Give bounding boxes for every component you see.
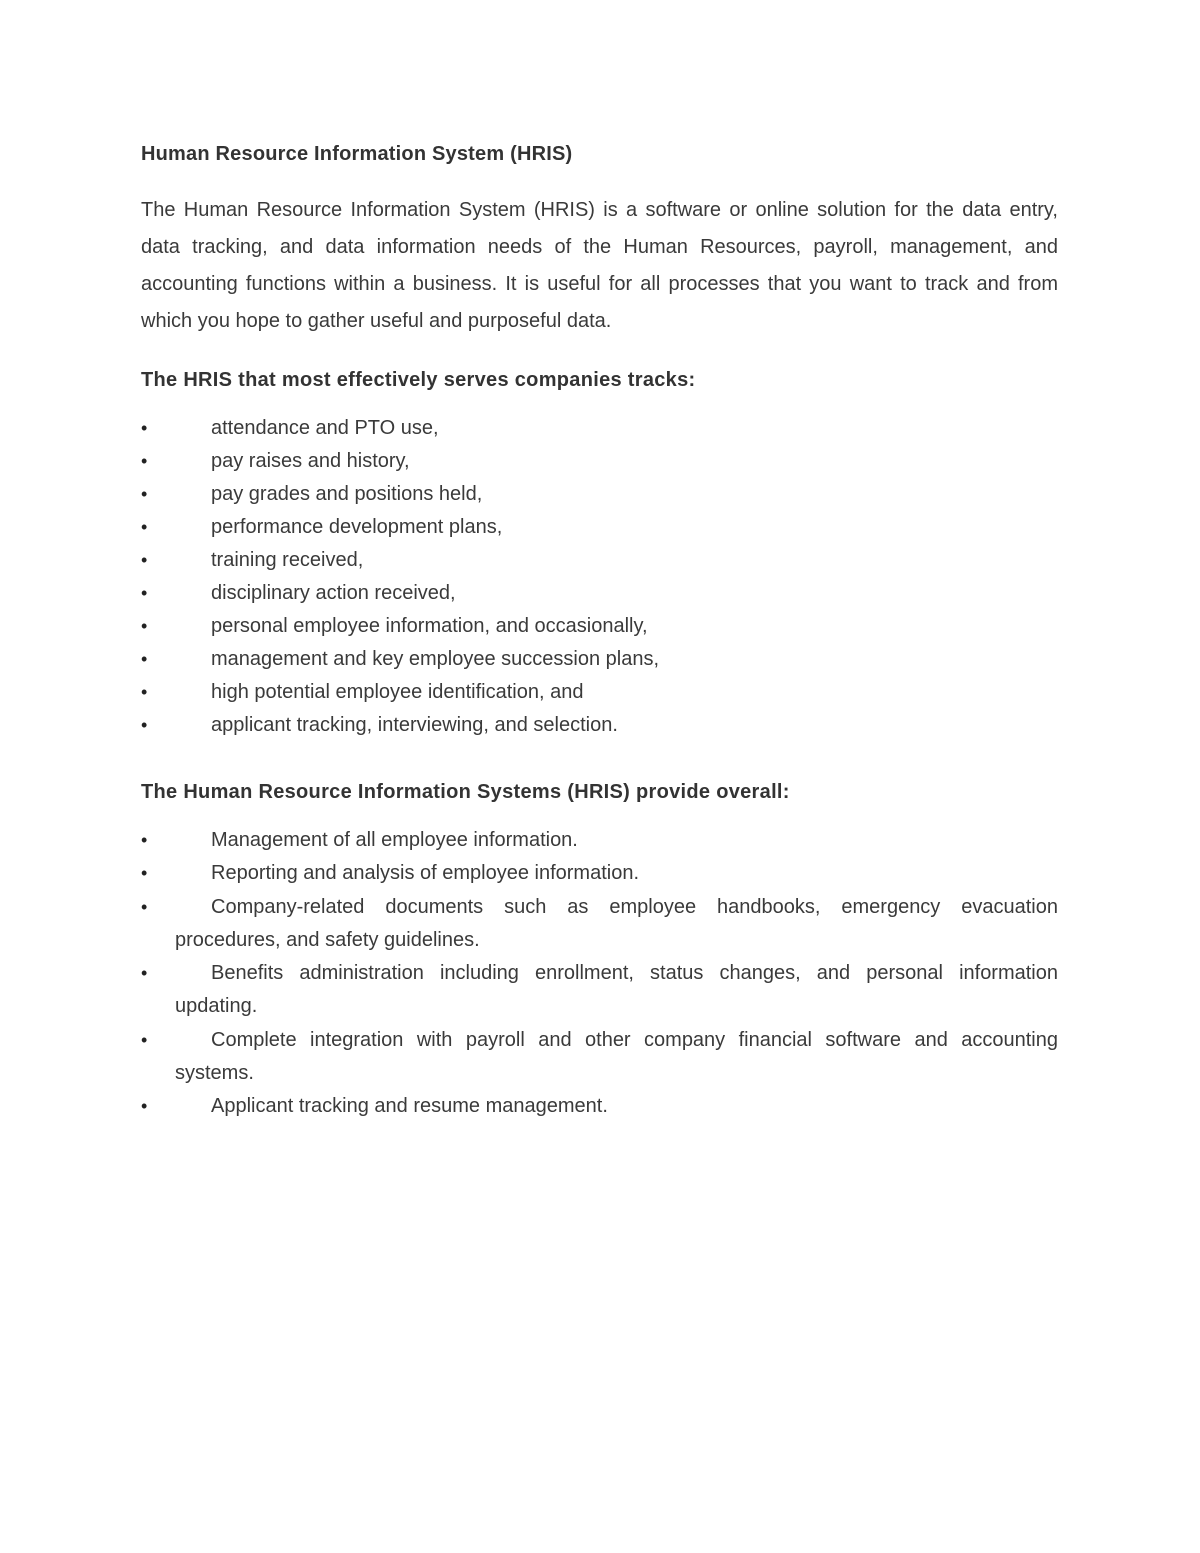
list-item: • Management of all employee information. (141, 824, 1058, 857)
bullet-icon: • (141, 583, 148, 603)
bullet-icon: • (141, 1096, 148, 1117)
list-item: • Applicant tracking and resume management. (141, 1090, 1058, 1123)
bullet-icon: • (141, 682, 148, 702)
list-item: • training received, (141, 544, 1058, 577)
bullet-icon: • (141, 418, 148, 438)
list-item: • Reporting and analysis of employee information. (141, 857, 1058, 890)
tracks-list (141, 412, 1058, 742)
list-item: • disciplinary action received, (141, 577, 1058, 610)
list-item: • performance development plans, (141, 511, 1058, 544)
bullet-icon: • (141, 484, 148, 504)
section-heading-tracks: The HRIS that most effectively serves companies tracks: (141, 369, 696, 391)
list-item: • Complete integration with payroll and other company financial software and accounting systems. (141, 1024, 1058, 1091)
bullet-icon: • (141, 517, 148, 537)
list-item: • Benefits administration including enrollment, status changes, and personal information updating. (141, 957, 1058, 1024)
bullet-icon: • (141, 863, 148, 884)
bullet-icon: • (141, 616, 148, 636)
list-item: • applicant tracking, interviewing, and selection. (141, 709, 1058, 742)
list-item: • pay raises and history, (141, 445, 1058, 478)
bullet-icon: • (141, 550, 148, 570)
bullet-icon: • (141, 451, 148, 471)
list-item: • personal employee information, and occasionally, (141, 610, 1058, 643)
bullet-icon: • (141, 1029, 148, 1050)
bullet-icon: • (141, 896, 148, 917)
intro-paragraph: The Human Resource Information System (HRIS) is a software or online solution for the data entry, data tracking, and data information needs of the Human Resources, payroll, management, and accounting functions within a business. It is useful for all processes that you want to track and from which you hope to gather useful and purposeful data. (141, 199, 1058, 332)
document-body (141, 140, 1058, 1124)
bullet-icon: • (141, 963, 148, 984)
list-item: • management and key employee succession plans, (141, 643, 1058, 676)
list-item: • attendance and PTO use, (141, 412, 1058, 445)
list-item: • Company-related documents such as employee handbooks, emergency evacuation procedures, and safety guidelines. (141, 891, 1058, 958)
bullet-icon: • (141, 649, 148, 669)
bullet-icon: • (141, 830, 148, 850)
list-item: • pay grades and positions held, (141, 478, 1058, 511)
document-title: Human Resource Information System (HRIS) (141, 143, 573, 165)
list-item: • high potential employee identification, and (141, 676, 1058, 709)
section-heading-provide: The Human Resource Information Systems (HRIS) provide overall: (141, 781, 790, 803)
provides-list (141, 824, 1058, 1124)
bullet-icon: • (141, 715, 148, 735)
